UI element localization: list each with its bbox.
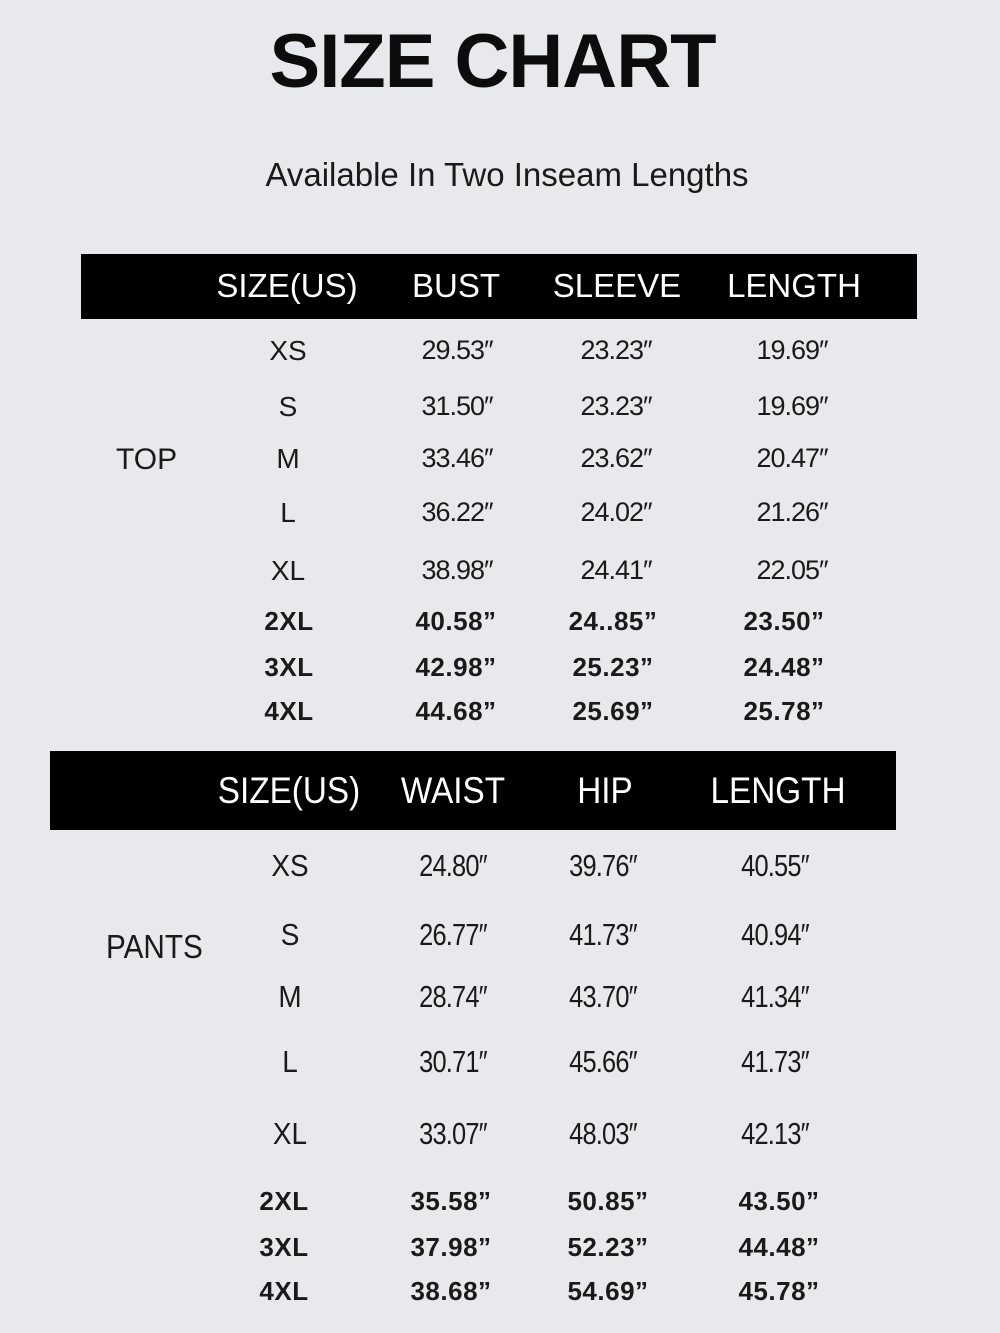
top-cell-size: 3XL — [264, 652, 314, 682]
pants-cell-col1: 35.58” — [410, 1186, 492, 1216]
top-cell-col1: 29.53″ — [421, 335, 493, 365]
top-cell-col1: 42.98” — [415, 652, 497, 682]
pants-cell-size: XS — [271, 848, 309, 883]
pants-cell-col1: 30.71″ — [419, 1044, 487, 1079]
pants-cell-size: L — [282, 1044, 298, 1079]
top-header-bust: BUST — [411, 267, 501, 304]
pants-cell-col1: 37.98” — [410, 1232, 492, 1262]
pants-cell-col3: 45.78” — [738, 1276, 820, 1306]
pants-cell-col1: 28.74″ — [419, 979, 487, 1014]
pants-cell-col3: 40.55″ — [741, 848, 809, 883]
pants-cell-col3: 40.94″ — [741, 917, 809, 952]
top-header-length: LENGTH — [727, 267, 861, 304]
top-cell-size: S — [278, 391, 298, 422]
pants-cell-col2: 45.66″ — [569, 1044, 637, 1079]
top-header-size: SIZE(US) — [216, 267, 358, 304]
top-cell-col1: 36.22″ — [421, 497, 493, 527]
pants-cell-col1: 24.80″ — [419, 848, 487, 883]
pants-cell-col1: 38.68” — [410, 1276, 492, 1306]
pants-cell-col3: 44.48” — [738, 1232, 820, 1262]
top-cell-col3: 19.69″ — [756, 335, 828, 365]
top-cell-col1: 40.58” — [415, 606, 497, 636]
pants-cell-col3: 42.13″ — [741, 1116, 809, 1151]
top-cell-col2: 23.23″ — [580, 391, 652, 421]
top-cell-col2: 23.23″ — [580, 335, 652, 365]
pants-cell-col1: 33.07″ — [419, 1116, 487, 1151]
top-cell-col3: 23.50” — [743, 606, 825, 636]
pants-cell-col2: 43.70″ — [569, 979, 637, 1014]
top-cell-col1: 31.50″ — [421, 391, 493, 421]
top-cell-col1: 38.98″ — [421, 555, 493, 585]
pants-cell-size: S — [280, 917, 300, 952]
top-cell-size: XL — [270, 555, 306, 586]
pants-cell-col1: 26.77″ — [419, 917, 487, 952]
pants-header-hip: HIP — [577, 770, 633, 811]
pants-cell-col3: 41.34″ — [741, 979, 809, 1014]
pants-header-length: LENGTH — [710, 770, 846, 811]
top-cell-size: L — [280, 497, 296, 528]
pants-cell-size: 3XL — [259, 1232, 309, 1262]
top-cell-col2: 24.02″ — [580, 497, 652, 527]
pants-cell-col3: 41.73″ — [741, 1044, 809, 1079]
pants-cell-size: XL — [272, 1116, 308, 1151]
pants-cell-col2: 48.03″ — [569, 1116, 637, 1151]
pants-cell-col2: 54.69” — [567, 1276, 649, 1306]
pants-cell-col2: 41.73″ — [569, 917, 637, 952]
top-cell-size: XS — [269, 335, 307, 366]
top-cell-col2: 25.23” — [572, 652, 654, 682]
top-cell-col2: 24.41″ — [580, 555, 652, 585]
top-cell-size: M — [276, 443, 300, 474]
top-cell-col2: 24..85” — [568, 606, 658, 636]
pants-cell-size: M — [278, 979, 302, 1014]
pants-cell-col2: 39.76″ — [569, 848, 637, 883]
top-cell-col1: 44.68” — [415, 696, 497, 726]
top-cell-size: 4XL — [264, 696, 314, 726]
top-cell-col3: 19.69″ — [756, 391, 828, 421]
top-header-sleeve: SLEEVE — [552, 267, 682, 304]
top-cell-col3: 24.48” — [743, 652, 825, 682]
pants-cell-col2: 52.23” — [567, 1232, 649, 1262]
pants-header-waist: WAIST — [400, 770, 506, 811]
top-cell-size: 2XL — [264, 606, 314, 636]
top-cell-col3: 20.47″ — [756, 443, 828, 473]
pants-cell-col3: 43.50” — [738, 1186, 820, 1216]
pants-cell-size: 2XL — [259, 1186, 309, 1216]
top-cell-col1: 33.46″ — [421, 443, 493, 473]
top-cell-col2: 25.69” — [572, 696, 654, 726]
top-cell-col2: 23.62″ — [580, 443, 652, 473]
page-subtitle: Available In Two Inseam Lengths — [265, 156, 749, 193]
top-cell-col3: 22.05″ — [756, 555, 828, 585]
pants-cell-col2: 50.85” — [567, 1186, 649, 1216]
top-cell-col3: 25.78” — [743, 696, 825, 726]
pants-cell-size: 4XL — [259, 1276, 309, 1306]
pants-header-size: SIZE(US) — [217, 770, 361, 811]
top-cell-col3: 21.26″ — [756, 497, 828, 527]
page-title: SIZE CHART — [269, 19, 716, 104]
top-section-label: TOP — [116, 443, 178, 476]
pants-section-label: PANTS — [106, 928, 203, 965]
